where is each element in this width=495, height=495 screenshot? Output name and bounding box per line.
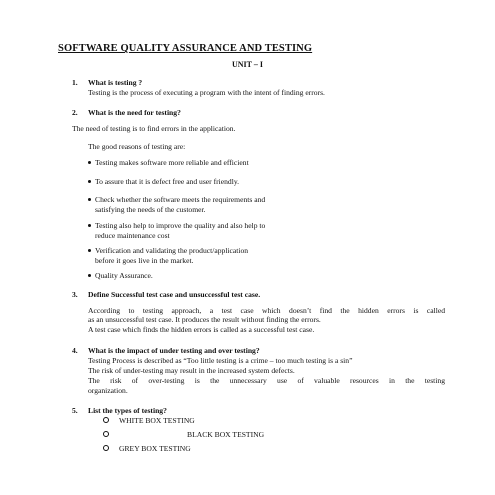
document-title: SOFTWARE QUALITY ASSURANCE AND TESTING: [58, 43, 313, 54]
q5-question: List the types of testing?: [88, 406, 167, 415]
q4-line-2: The risk of under-testing may result in the increased system defects.: [88, 366, 295, 375]
list-item: Verification and validating the product/application before it goes live in the market.: [88, 246, 248, 265]
circle-bullet-icon: [103, 445, 109, 451]
q3-line-1: According to testing approach, a test case which doesn’t find the hidden errors is called: [88, 306, 445, 315]
q4-number: 4.: [72, 346, 78, 355]
q1-question: What is testing ?: [88, 78, 143, 87]
circle-bullet-icon: [103, 431, 109, 437]
list-item: BLACK BOX TESTING: [103, 430, 264, 440]
q2-answer: The need of testing is to find errors in the application.: [72, 124, 236, 133]
q3-question: Define Successful test case and unsuccessful test case.: [88, 290, 261, 299]
list-item: Testing makes software more reliable and efficient: [88, 158, 249, 168]
q3-line-3: A test case which finds the hidden errors is called as a successful test case.: [88, 325, 315, 334]
bullet-icon: [88, 180, 91, 183]
list-item: To assure that it is defect free and user friendly.: [88, 177, 239, 187]
bullet-icon: [88, 274, 91, 277]
q2-number: 2.: [72, 108, 78, 117]
q4-line-3: The risk of over-testing is the unnecessary use of valuable resources in the testing: [88, 376, 445, 385]
bullet-icon: [88, 198, 91, 201]
list-item: Testing also help to improve the quality and also help to reduce maintenance cost: [88, 221, 265, 240]
q4-line-4: organization.: [88, 386, 128, 395]
q1-number: 1.: [72, 78, 78, 87]
q4-question: What is the impact of under testing and over testing?: [88, 346, 260, 355]
unit-heading: UNIT – I: [232, 60, 263, 69]
q5-number: 5.: [72, 406, 78, 415]
q2-question: What is the need for testing?: [88, 108, 181, 117]
q2-reasons-intro: The good reasons of testing are:: [88, 142, 186, 151]
list-item: WHITE BOX TESTING: [103, 416, 195, 426]
circle-bullet-icon: [103, 417, 109, 423]
bullet-icon: [88, 161, 91, 164]
q1-answer: Testing is the process of executing a program with the intent of finding errors.: [88, 88, 325, 97]
q3-number: 3.: [72, 290, 78, 299]
bullet-icon: [88, 224, 91, 227]
q4-line-1: Testing Process is described as “Too little testing is a crime – too much testing is a sin”: [88, 356, 353, 365]
list-item: Check whether the software meets the requirements and satisfying the needs of the customer.: [88, 195, 265, 214]
q3-line-2: as an unsuccessful test case. It produces the result without finding the errors.: [88, 315, 321, 324]
list-item: GREY BOX TESTING: [103, 444, 191, 454]
bullet-icon: [88, 249, 91, 252]
list-item: Quality Assurance.: [88, 271, 153, 281]
